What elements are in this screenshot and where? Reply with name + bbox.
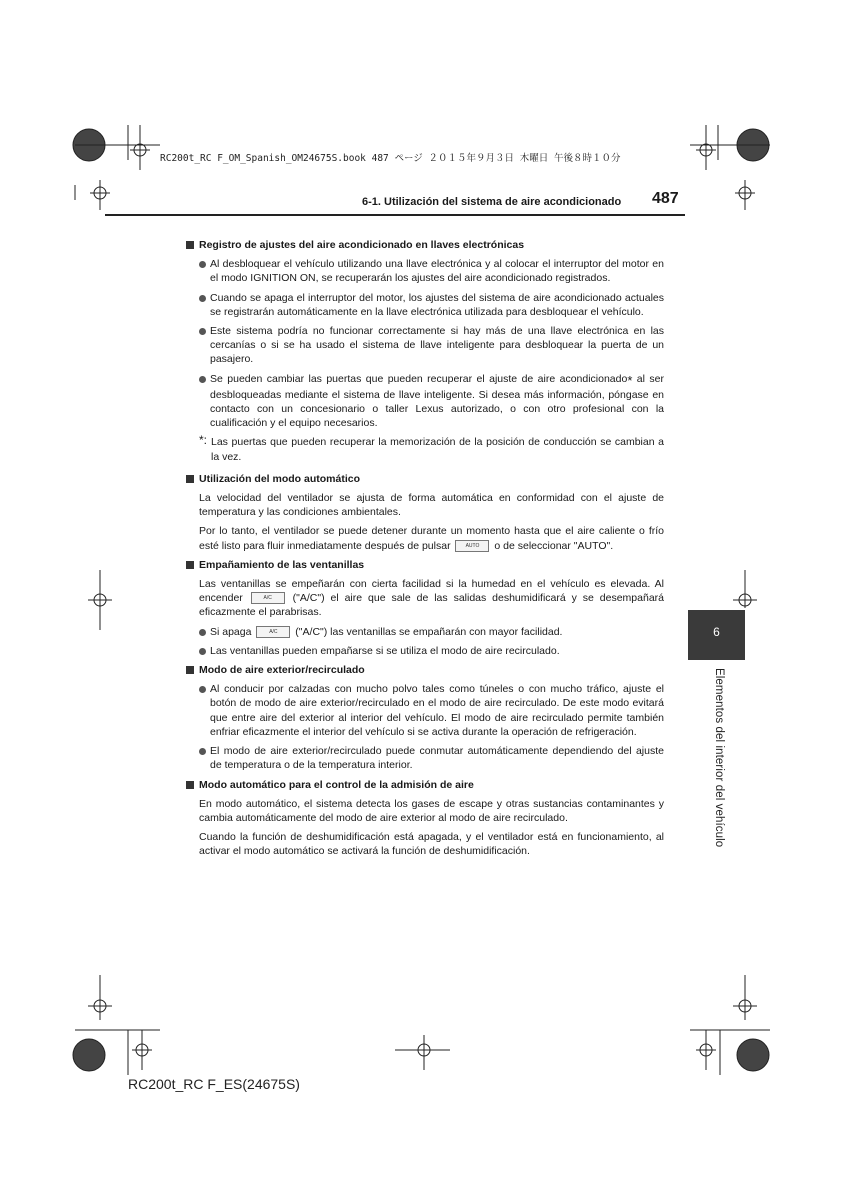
list-item: Este sistema podría no funcionar correctamente si hay más de una llave electrónica en las cercanías o si se ha usado el sistema de llave inteligente para desbloquear la puerta de un pasajero. (199, 324, 664, 367)
header-rule (105, 214, 685, 216)
list-item: Al desbloquear el vehículo utilizando una llave electrónica y al colocar el interruptor del motor en el modo IGNITION ON, se recuperarán los ajustes del aire acondicionado registrados. (199, 257, 664, 285)
footnote: *: Las puertas que pueden recuperar la memorización de la posición de conducción se cambian a la vez. (199, 433, 664, 463)
ac-button-icon: A/C (251, 592, 285, 604)
ac-button-icon: A/C (256, 626, 290, 638)
paragraph: La velocidad del ventilador se ajusta de forma automática en conformidad con el ajuste de temperatura y las condiciones ambientales. (199, 492, 664, 519)
heading-modo-automatico: Utilización del modo automático (186, 472, 664, 486)
chapter-tab (688, 610, 745, 660)
heading-registro: Registro de ajustes del aire acondicionado en llaves electrónicas (186, 238, 664, 252)
section-title: 6-1. Utilización del sistema de aire acondicionado (362, 196, 622, 208)
chapter-label: Elementos del interior del vehículo (713, 668, 725, 848)
heading-admision: Modo automático para el control de la admisión de aire (186, 778, 664, 792)
heading-modo-aire: Modo de aire exterior/recirculado (186, 663, 664, 677)
list-item: Las ventanillas pueden empañarse si se utiliza el modo de aire recirculado. (199, 644, 664, 658)
paragraph: Las ventanillas se empeñarán con cierta facilidad si la humedad en el vehículo es elevada. Al encender A/C ("A/C") el aire que sale de las salidas deshumidificará y se desempañará eficazmente el parabrisas. (199, 578, 665, 619)
footnote-mark: * (627, 372, 633, 388)
list-item: Al conducir por calzadas con mucho polvo tales como túneles o con mucho tráfico, ajuste el botón de modo de aire exterior/recirculado en el modo de aire recirculado. De este modo evitará que entre aire del exterior al interior del vehículo. El modo de aire recirculado permite también enfriar eficazmente el interior del vehículo si se activa durante la operación de refrigeración. (199, 682, 664, 739)
list-item: Si apaga A/C ("A/C") las ventanillas se empañarán con mayor facilidad. (199, 625, 664, 639)
auto-button-icon: AUTO (455, 540, 489, 552)
list-item: Cuando se apaga el interruptor del motor, los ajustes del sistema de aire acondicionado actuales se registrarán automáticamente en la llave electrónica utilizada para desbloquear el vehículo. (199, 291, 664, 319)
body-content (186, 238, 664, 864)
chapter-number: 6 (713, 625, 720, 639)
list-item: El modo de aire exterior/recirculado puede conmutar automáticamente dependiendo del ajuste de temperatura o de la temperatura interior. (199, 744, 664, 772)
heading-empanamiento: Empañamiento de las ventanillas (186, 558, 664, 572)
print-info-line: RC200t_RC F_OM_Spanish_OM24675S.book 487 ページ ２０１５年９月３日 木曜日 午後８時１０分 (160, 153, 621, 164)
paragraph: Por lo tanto, el ventilador se puede detener durante un momento hasta que el aire caliente o frío esté listo para fluir inmediatamente después de pulsar AUTO o de seleccionar "AUTO". (199, 525, 664, 552)
page-number: 487 (652, 190, 679, 207)
paragraph: En modo automático, el sistema detecta los gases de escape y otras sustancias contaminantes y cambia automáticamente del modo de aire exterior al modo de aire recirculado. (199, 797, 664, 824)
footer-code: RC200t_RC F_ES(24675S) (128, 1076, 300, 1092)
paragraph: Cuando la función de deshumidificación está apagada, y el ventilador está en funcionamiento, al activar el modo automático se activará la función de deshumidificación. (199, 831, 664, 858)
list-item: Se pueden cambiar las puertas que pueden recuperar el ajuste de aire acondicionado* al ser desbloqueadas mediante el sistema de llave inteligente. Si desea más información, póngase en contacto con un concesionario o taller Lexus autorizado, o con otro profesional con la cualificación y el equipo necesarios. (199, 372, 664, 431)
